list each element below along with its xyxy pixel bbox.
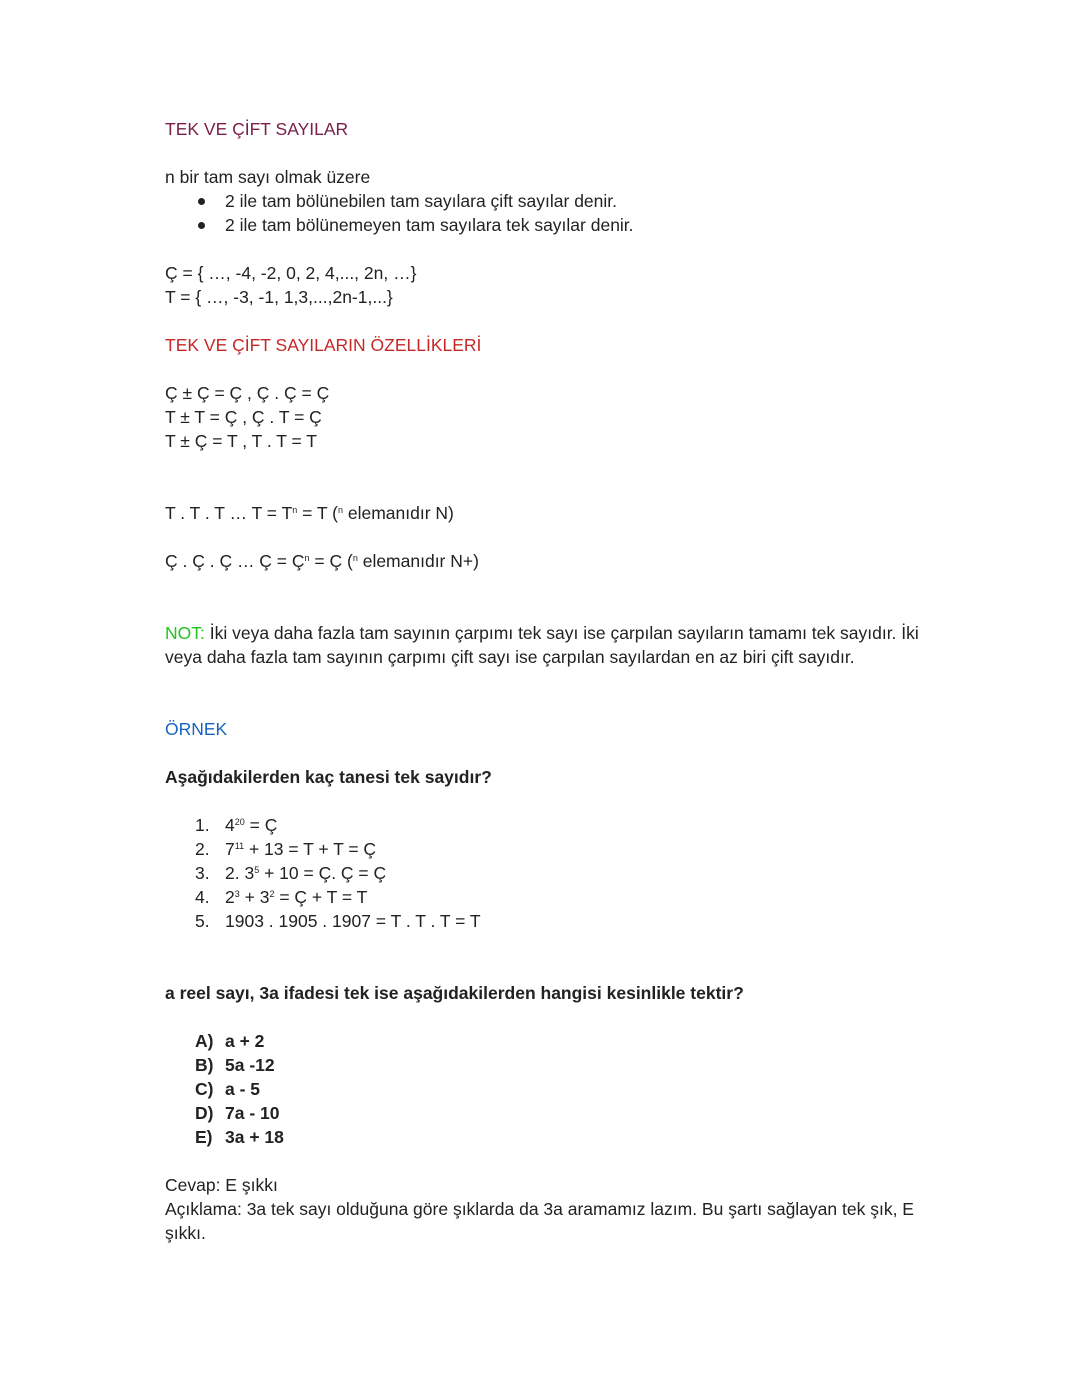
section-title-odd-even: TEK VE ÇİFT SAYILAR [165, 119, 349, 139]
note-text: İki veya daha fazla tam sayının çarpımı tek sayı ise çarpılan sayıların tamamı tek sayıdır. İki veya daha fazla tam sayının çarpımı çift sayı ise çarpılan sayılardan en az biri çift sayıdır. [165, 623, 919, 667]
note-paragraph [165, 621, 925, 669]
numbered-list [165, 813, 925, 933]
option-a: A) a + 2 [195, 1031, 265, 1051]
list-item: 2 ile tam bölünemeyen tam sayılara tek sayılar denir. [165, 213, 925, 237]
answer-line: Cevap: E şıkkı [165, 1175, 278, 1195]
rule-line: Ç ± Ç = Ç , Ç . Ç = Ç [165, 383, 330, 403]
section-title-properties: TEK VE ÇİFT SAYILARIN ÖZELLİKLERİ [165, 335, 482, 355]
option-c: C) a - 5 [195, 1079, 261, 1099]
document-page [165, 117, 925, 1245]
list-item: 4. $2^3 + 3^2$ = Ç + T = T [195, 887, 368, 907]
list-item: 1. $4^{20}$ = Ç [195, 815, 278, 835]
list-item: 3. 2. $3^5 + 10$ = Ç. Ç = Ç [195, 863, 387, 883]
note-label: NOT: [165, 623, 205, 643]
definition-list [165, 189, 925, 237]
even-set: Ç = { …, -4, -2, 0, 2, 4,..., 2n, …} [165, 263, 417, 283]
example-title: ÖRNEK [165, 719, 228, 739]
option-d: D) 7a - 10 [195, 1103, 280, 1123]
answer-options [165, 1029, 925, 1149]
explanation-text: Açıklama: 3a tek sayı olduğuna göre şıklarda da 3a aramamız lazım. Bu şartı sağlayan tek şık, E şıkkı. [165, 1199, 914, 1243]
power-odd-line: T . T . T … $T = T^n = T$ ($^n$ elemanıdır N) [165, 503, 454, 523]
list-item: 2 ile tam bölünebilen tam sayılara çift sayılar denir. [165, 189, 925, 213]
question-1: Aşağıdakilerden kaç tanesi tek sayıdır? [165, 767, 492, 787]
rule-line: T ± Ç = T , T . T = T [165, 431, 317, 451]
odd-set: T = { …, -3, -1, 1,3,...,2n-1,...} [165, 287, 393, 307]
option-b: B) 5a -12 [195, 1055, 275, 1075]
question-2: a reel sayı, 3a ifadesi tek ise aşağıdakilerden hangisi kesinlikle tektir? [165, 983, 744, 1003]
intro-text: n bir tam sayı olmak üzere [165, 167, 371, 187]
list-item: 5. 1903 . 1905 . 1907 = T . T . T = T [195, 911, 481, 931]
list-item: 2. $7^{11} + 13 = T + T$ = Ç [195, 839, 377, 859]
option-e: E) 3a + 18 [195, 1127, 284, 1147]
rule-line: T ± T = Ç , Ç . T = Ç [165, 407, 322, 427]
power-even-line: Ç . Ç . Ç … Ç = $Ç^n$ = Ç ($^n$ elemanıdır N+) [165, 551, 479, 571]
